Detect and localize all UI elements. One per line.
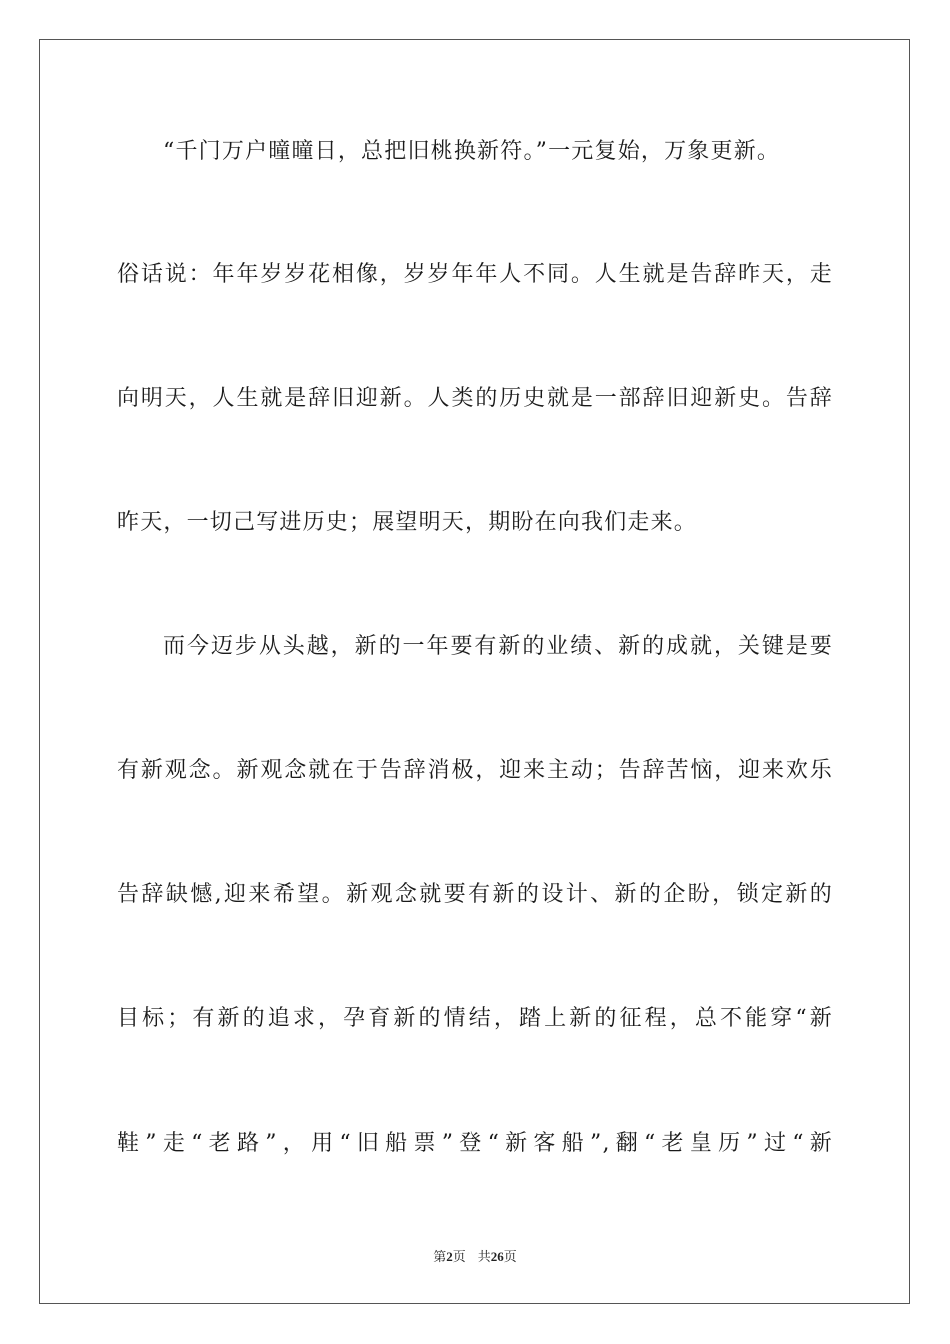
page-prefix: 第 xyxy=(433,1249,447,1264)
text-line-4: 昨天，一切己写进历史；展望明天，期盼在向我们走来。 xyxy=(117,510,698,535)
text-line-1: “千门万户曈曈日，总把旧桃换新符。”一元复始，万象更新。 xyxy=(163,139,781,164)
total-prefix: 共 xyxy=(477,1249,491,1264)
text-line-2: 俗话说：年年岁岁花相像，岁岁年年人不同。人生就是告辞昨天，走 xyxy=(117,262,833,287)
text-line-9: 鞋”走“老路”，用“旧船票”登“新客船”,翻“老皇历”过“新 xyxy=(117,1131,833,1156)
page-number: 2 xyxy=(446,1249,453,1264)
total-pages: 26 xyxy=(490,1249,504,1264)
total-suffix: 页 xyxy=(503,1249,517,1264)
text-line-5: 而今迈步从头越，新的一年要有新的业绩、新的成就，关键是要 xyxy=(163,634,833,659)
text-line-7: 告辞缺憾,迎来希望。新观念就要有新的设计、新的企盼，锁定新的 xyxy=(117,882,833,907)
text-line-3: 向明天，人生就是辞旧迎新。人类的历史就是一部辞旧迎新史。告辞 xyxy=(117,386,833,411)
page-suffix: 页 xyxy=(452,1249,466,1264)
text-line-6: 有新观念。新观念就在于告辞消极，迎来主动；告辞苦恼，迎来欢乐 xyxy=(117,758,833,783)
text-line-8: 目标；有新的追求，孕育新的情结，踏上新的征程，总不能穿“新 xyxy=(117,1006,833,1031)
page-footer xyxy=(0,1248,950,1266)
page-border xyxy=(39,39,910,1304)
